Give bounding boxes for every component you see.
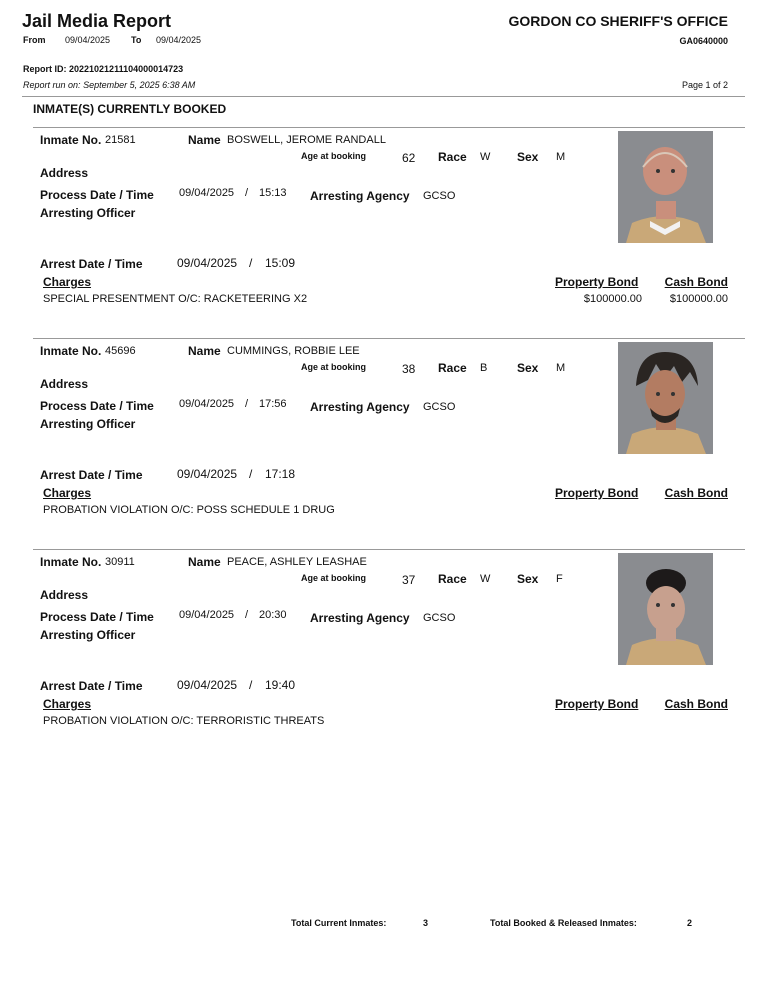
sex-label: Sex xyxy=(517,361,539,375)
slash: / xyxy=(245,187,249,199)
age-value: 62 xyxy=(402,151,416,165)
agency-value: GCSO xyxy=(423,190,456,202)
arrest-time: 15:09 xyxy=(265,256,296,270)
arrest-time: 17:18 xyxy=(265,467,296,481)
agency-value: GCSO xyxy=(423,612,456,624)
inmate-name: CUMMINGS, ROBBIE LEE xyxy=(227,345,360,357)
process-label: Process Date / Time xyxy=(40,188,154,202)
process-label: Process Date / Time xyxy=(40,610,154,624)
property-bond-label: Property Bond xyxy=(555,275,639,289)
inmate-photo xyxy=(618,342,713,454)
age-value: 37 xyxy=(402,573,416,587)
arrest-label: Arrest Date / Time xyxy=(40,468,143,482)
property-bond-value: $100000.00 xyxy=(583,293,642,305)
cash-bond-label: Cash Bond xyxy=(664,275,728,289)
address-label: Address xyxy=(40,588,89,602)
agency-value: GCSO xyxy=(423,401,456,413)
from-label: From xyxy=(23,35,46,45)
inmate-no-value: 21581 xyxy=(105,134,136,146)
arrest-date: 09/04/2025 xyxy=(177,467,238,481)
slash: / xyxy=(249,467,253,481)
officer-label: Arresting Officer xyxy=(40,628,136,642)
to-label: To xyxy=(131,35,142,45)
section-title: INMATE(S) CURRENTLY BOOKED xyxy=(33,102,227,116)
process-time: 20:30 xyxy=(259,609,287,621)
process-date: 09/04/2025 xyxy=(179,187,235,199)
sheriff-office: GORDON CO SHERIFF'S OFFICE xyxy=(508,13,728,29)
age-label: Age at booking xyxy=(301,151,366,161)
agency-label: Arresting Agency xyxy=(310,189,410,203)
inmate-no-label: Inmate No. xyxy=(40,555,102,569)
charges-label: Charges xyxy=(43,697,92,711)
charges-label: Charges xyxy=(43,275,92,289)
address-label: Address xyxy=(40,377,89,391)
slash: / xyxy=(249,678,253,692)
property-bond-label: Property Bond xyxy=(555,697,639,711)
inmate-no-label: Inmate No. xyxy=(40,133,102,147)
process-date: 09/04/2025 xyxy=(179,609,235,621)
run-on-label: Report run on: xyxy=(23,80,81,90)
inmate-no-value: 30911 xyxy=(105,556,135,568)
property-bond-label: Property Bond xyxy=(555,486,639,500)
page-number: Page 1 of 2 xyxy=(681,80,728,90)
report-id xyxy=(23,64,183,74)
divider xyxy=(33,338,745,339)
report-title: Jail Media Report xyxy=(22,11,172,31)
name-label: Name xyxy=(188,344,221,358)
officer-label: Arresting Officer xyxy=(40,417,136,431)
agency-label: Arresting Agency xyxy=(310,611,410,625)
inmate-name: BOSWELL, JEROME RANDALL xyxy=(227,134,386,146)
from-date: 09/04/2025 xyxy=(65,35,111,45)
arrest-label: Arrest Date / Time xyxy=(40,257,143,271)
sex-value: F xyxy=(556,573,563,585)
process-time: 15:13 xyxy=(259,187,287,199)
sex-value: M xyxy=(556,151,566,163)
to-date: 09/04/2025 xyxy=(156,35,202,45)
cash-bond-label: Cash Bond xyxy=(664,486,728,500)
total-booked-label: Total Booked & Released Inmates: xyxy=(490,918,637,928)
report-id-label: Report ID: xyxy=(23,64,67,74)
race-label: Race xyxy=(438,361,467,375)
ori-code: GA0640000 xyxy=(679,36,728,46)
age-value: 38 xyxy=(402,362,416,376)
divider xyxy=(22,96,745,97)
inmate-photo xyxy=(618,131,713,243)
charge-text: PROBATION VIOLATION O/C: POSS SCHEDULE 1 DRUG xyxy=(43,504,335,516)
arrest-label: Arrest Date / Time xyxy=(40,679,143,693)
age-label: Age at booking xyxy=(301,573,366,583)
report-run-on xyxy=(23,80,195,90)
inmate-no-label: Inmate No. xyxy=(40,344,102,358)
charge-text: PROBATION VIOLATION O/C: TERRORISTIC THREATS xyxy=(43,715,325,727)
total-booked-value: 2 xyxy=(687,918,693,928)
agency-label: Arresting Agency xyxy=(310,400,410,414)
slash: / xyxy=(245,398,249,410)
slash: / xyxy=(249,256,253,270)
address-label: Address xyxy=(40,166,89,180)
slash: / xyxy=(245,609,249,621)
sex-value: M xyxy=(556,362,566,374)
arrest-time: 19:40 xyxy=(265,678,296,692)
run-on-value: September 5, 2025 6:38 AM xyxy=(83,80,196,90)
sex-label: Sex xyxy=(517,572,539,586)
process-label: Process Date / Time xyxy=(40,399,154,413)
process-time: 17:56 xyxy=(259,398,287,410)
divider xyxy=(33,127,745,128)
name-label: Name xyxy=(188,555,221,569)
arrest-date: 09/04/2025 xyxy=(177,678,238,692)
race-label: Race xyxy=(438,150,467,164)
cash-bond-value: $100000.00 xyxy=(669,293,728,305)
age-label: Age at booking xyxy=(301,362,366,372)
charges-label: Charges xyxy=(43,486,92,500)
total-current-label: Total Current Inmates: xyxy=(291,918,387,928)
inmate-name: PEACE, ASHLEY LEASHAE xyxy=(227,556,367,568)
total-current-value: 3 xyxy=(423,918,429,928)
charge-text: SPECIAL PRESENTMENT O/C: RACKETEERING X2 xyxy=(43,293,308,305)
cash-bond-label: Cash Bond xyxy=(664,697,728,711)
officer-label: Arresting Officer xyxy=(40,206,136,220)
race-value: W xyxy=(480,151,491,163)
race-value: B xyxy=(480,362,488,374)
race-label: Race xyxy=(438,572,467,586)
name-label: Name xyxy=(188,133,221,147)
race-value: W xyxy=(480,573,491,585)
divider xyxy=(33,549,745,550)
report-id-value: 20221021211104000014723 xyxy=(69,64,184,74)
process-date: 09/04/2025 xyxy=(179,398,235,410)
inmate-no-value: 45696 xyxy=(105,345,136,357)
inmate-photo xyxy=(618,553,713,665)
sex-label: Sex xyxy=(517,150,539,164)
arrest-date: 09/04/2025 xyxy=(177,256,238,270)
